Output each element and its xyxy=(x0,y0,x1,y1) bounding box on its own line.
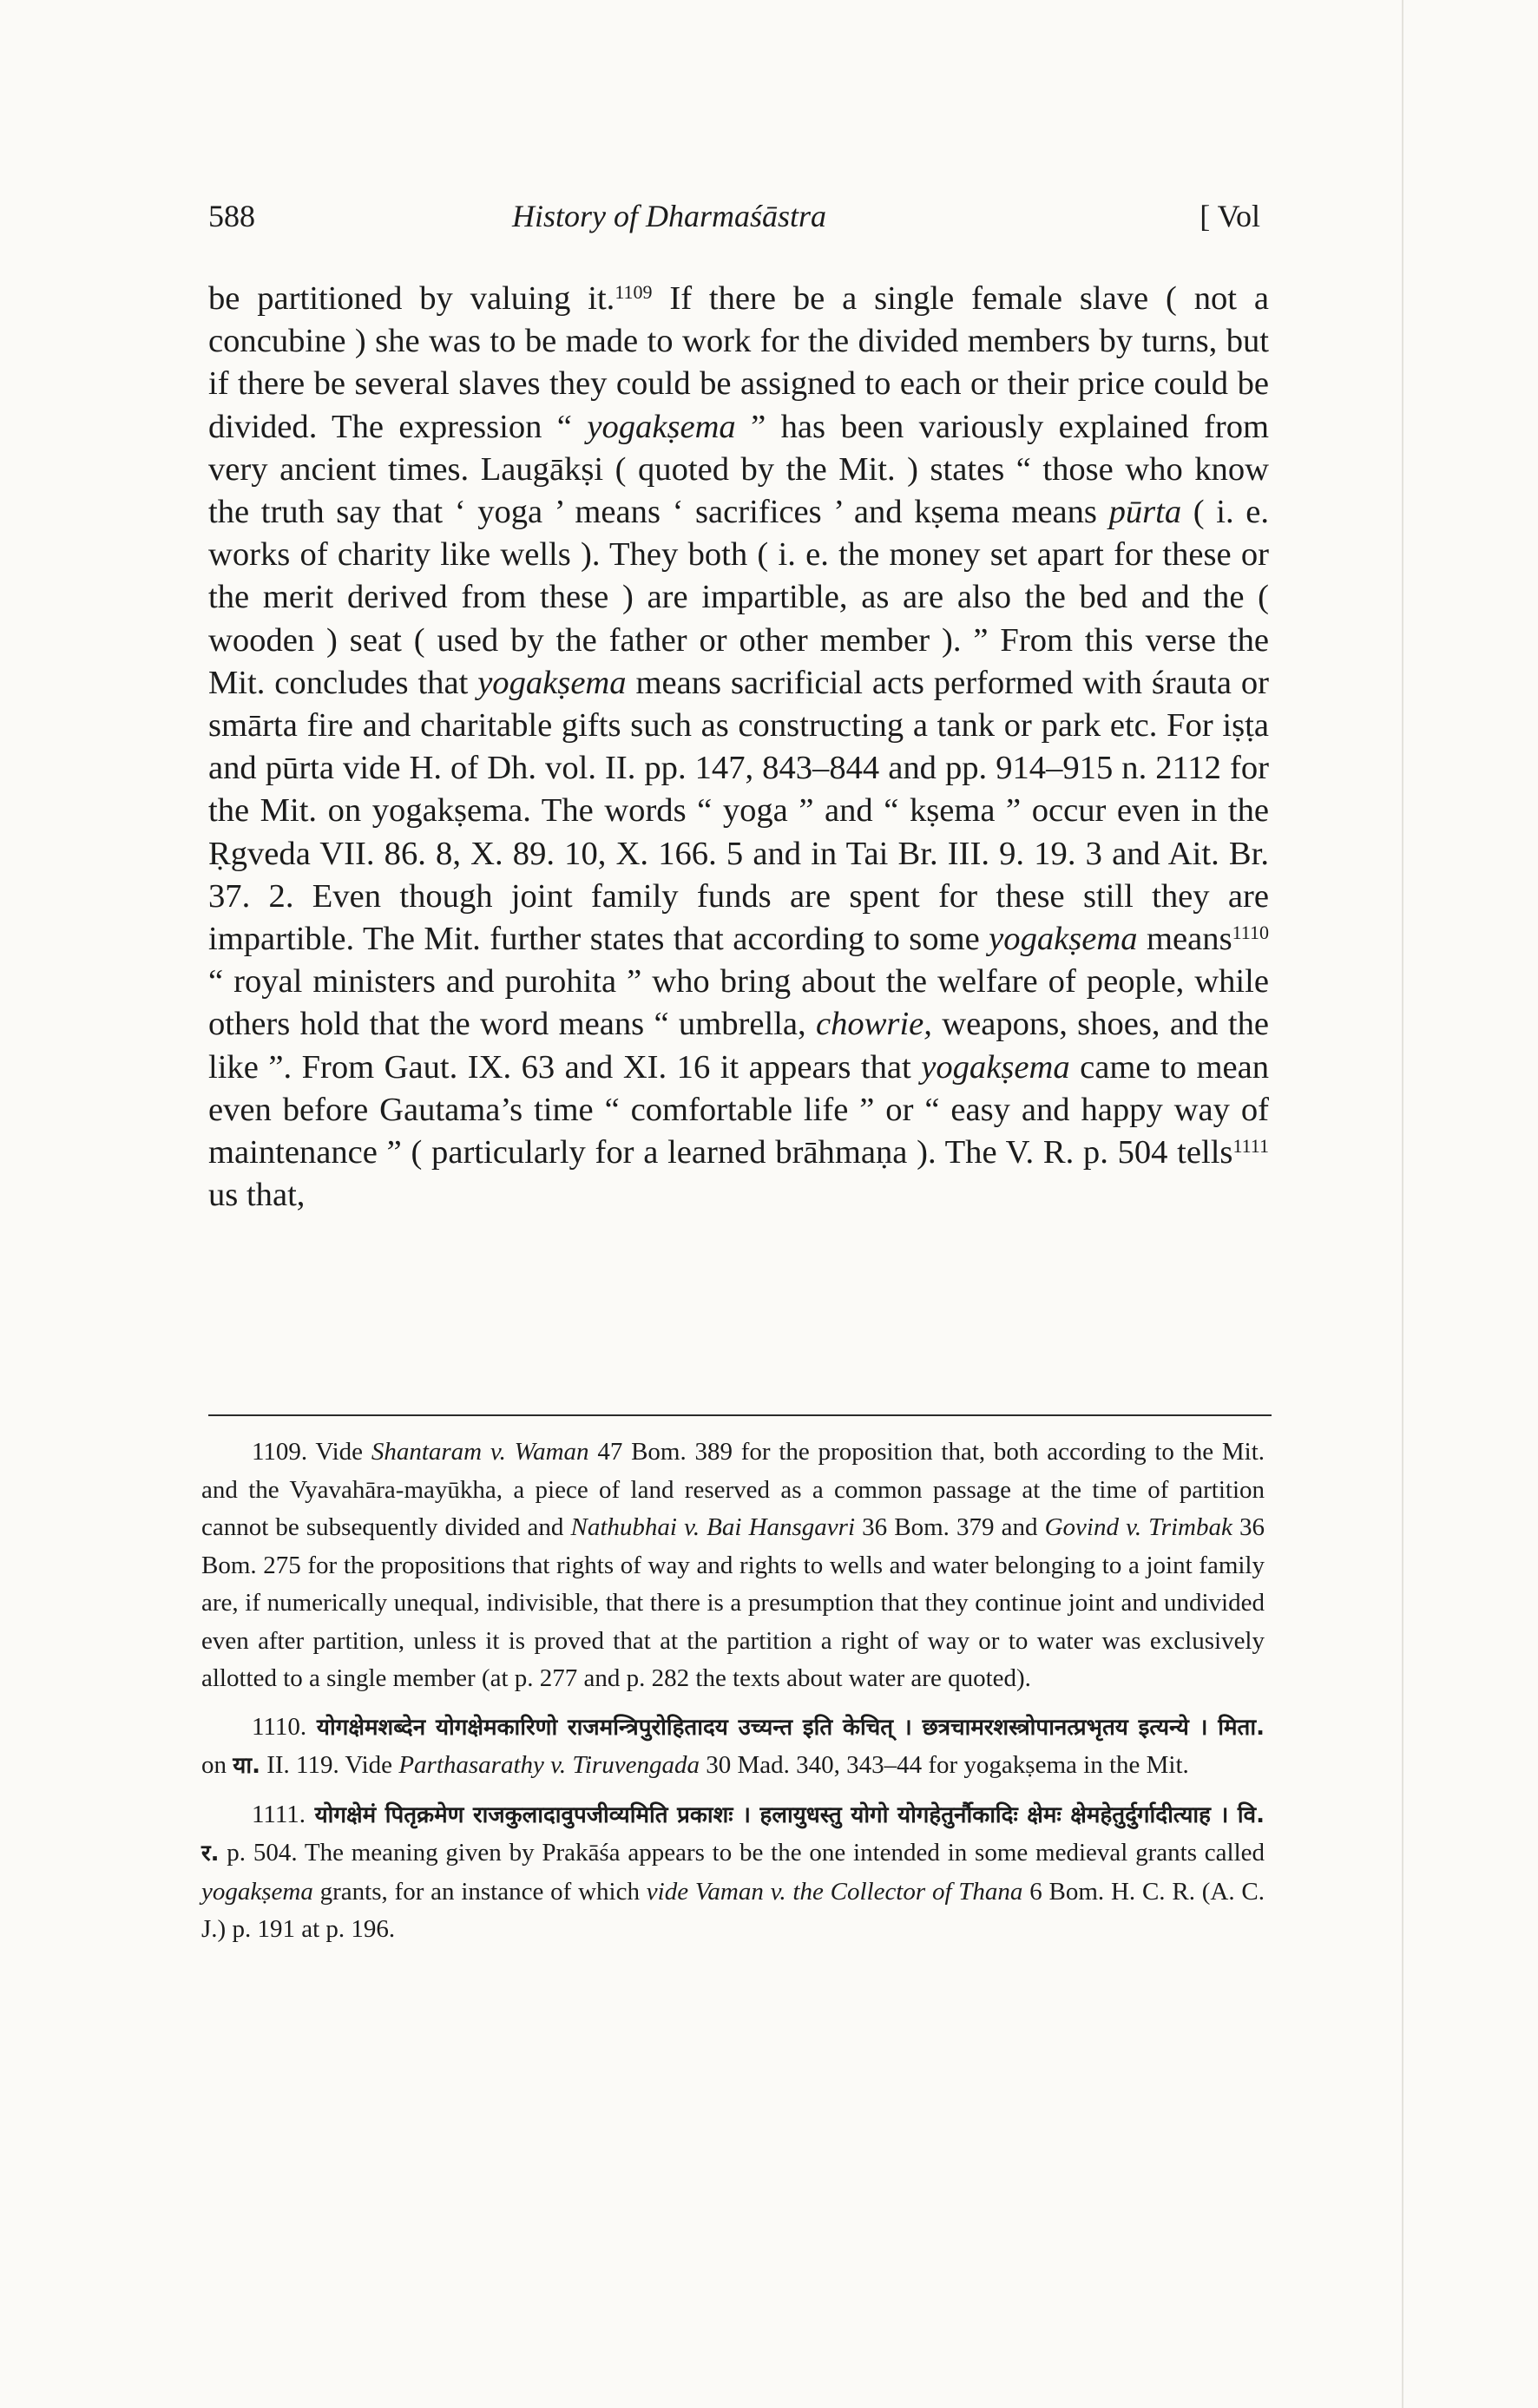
footnote-1110: 1110. योगक्षेमशब्देन योगक्षेमकारिणो राजमन्त्रिपुरोहितादय उच्यन्त इति केचित् । छत्रचामरशस्त्रोपानत्प्रभृतय इत्यन्ये । मिता. on या. II. 119. Vide Parthasarathy v. Tiruvengada 30 Mad. 340, 343–44 for yogakṣema in the Mit. xyxy=(201,1712,1265,1779)
footnote-separator xyxy=(208,1414,1272,1416)
footnote-1109: 1109. Vide Shantaram v. Waman 47 Bom. 389 for the proposition that, both according to the Mit. and the Vyavahāra-mayūkha, a piece of land reserved as a common passage at the time of partition cannot be subsequently divided and Nathubhai v. Bai Hansgavri 36 Bom. 379 and Govind v. Trimbak 36 Bom. 275 for the propositions that rights of way and rights to wells and water belonging to a joint family are, if numerically unequal, indivisible, that there is a presumption that they continue joint and undivided even after partition, unless it is proved that at the partition a right of way or to water was exclusively allotted to a single member (at p. 277 and p. 282 the texts about water are quoted). xyxy=(201,1438,1265,1692)
volume-label: [ Vol xyxy=(1200,199,1260,233)
footnotes xyxy=(201,1434,1265,1959)
footnote-ref-1110: 1110 xyxy=(1232,922,1269,944)
running-title: History of Dharmaśāstra xyxy=(512,199,827,233)
scan-edge-line xyxy=(1402,0,1403,2408)
footnote-1111: 1111. योगक्षेमं पितृक्रमेण राजकुलादावुपजीव्यमिति प्रकाशः । हलायुधस्तु योगो योगहेतुर्नौकादिः क्षेमः क्षेमहेतुर्दुर्गादीत्याह । वि. र. p. 504. The meaning given by Prakāśa appears to be the one intended in some medieval grants called yogakṣema grants, for an instance of which vide Vaman v. the Collector of Thana 6 Bom. H. C. R. (A. C. J.) p. 191 at p. 196. xyxy=(201,1800,1265,1943)
main-text xyxy=(208,278,1269,1217)
footnote-ref-1111: 1111 xyxy=(1232,1135,1269,1158)
page-number: 588 xyxy=(208,199,255,233)
body-paragraph: be partitioned by valuing it.$^{1109}$ If there be a single female slave ( not a concubine ) she was to be made to work for the divided members by turns, but if there be several slaves they could be assigned to each or their price could be divided. The expression “ yogakṣema ” has been variously explained from very ancient times. Laugākṣi ( quoted by the Mit. ) states “ those who know the truth say that ‘ yoga ’ means ‘ sacrifices ’ and kṣema means pūrta ( i. e. works of charity like wells ). They both ( i. e. the money set apart for these or the merit derived from these ) are impartible, as are also the bed and the ( wooden ) seat ( used by the father or other member ). ” From this verse the Mit. concludes that yogakṣema means sacrificial acts performed with śrauta or smārta fire and charitable gifts such as constructing a tank or park etc. For iṣṭa and pūrta vide H. of Dh. vol. II. pp. 147, 843–844 and pp. 914–915 n. 2112 for the Mit. on yogakṣema. The words “ yoga ” and “ kṣema ” occur even in the Ṛgveda VII. 86. 8, X. 89. 10, X. 166. 5 and in Tai Br. III. 9. 19. 3 and Ait. Br. 37. 2. Even though joint family funds are spent for these still they are impartible. The Mit. further states that according to some yogakṣema means$^{1110}$ “ royal ministers and purohita ” who bring about the welfare of people, while others hold that the word means “ umbrella, chowrie, weapons, shoes, and the like ”. From Gaut. IX. 63 and XI. 16 it appears that yogakṣema came to mean even before Gautama’s time “ comfortable life ” or “ easy and happy way of maintenance ” ( particularly for a learned brāhmaṇa ). The V. R. p. 504 tells$^{1111}$ us that, xyxy=(208,280,1269,1214)
running-header xyxy=(208,198,1269,250)
footnote-ref-1109: 1109 xyxy=(615,281,653,303)
